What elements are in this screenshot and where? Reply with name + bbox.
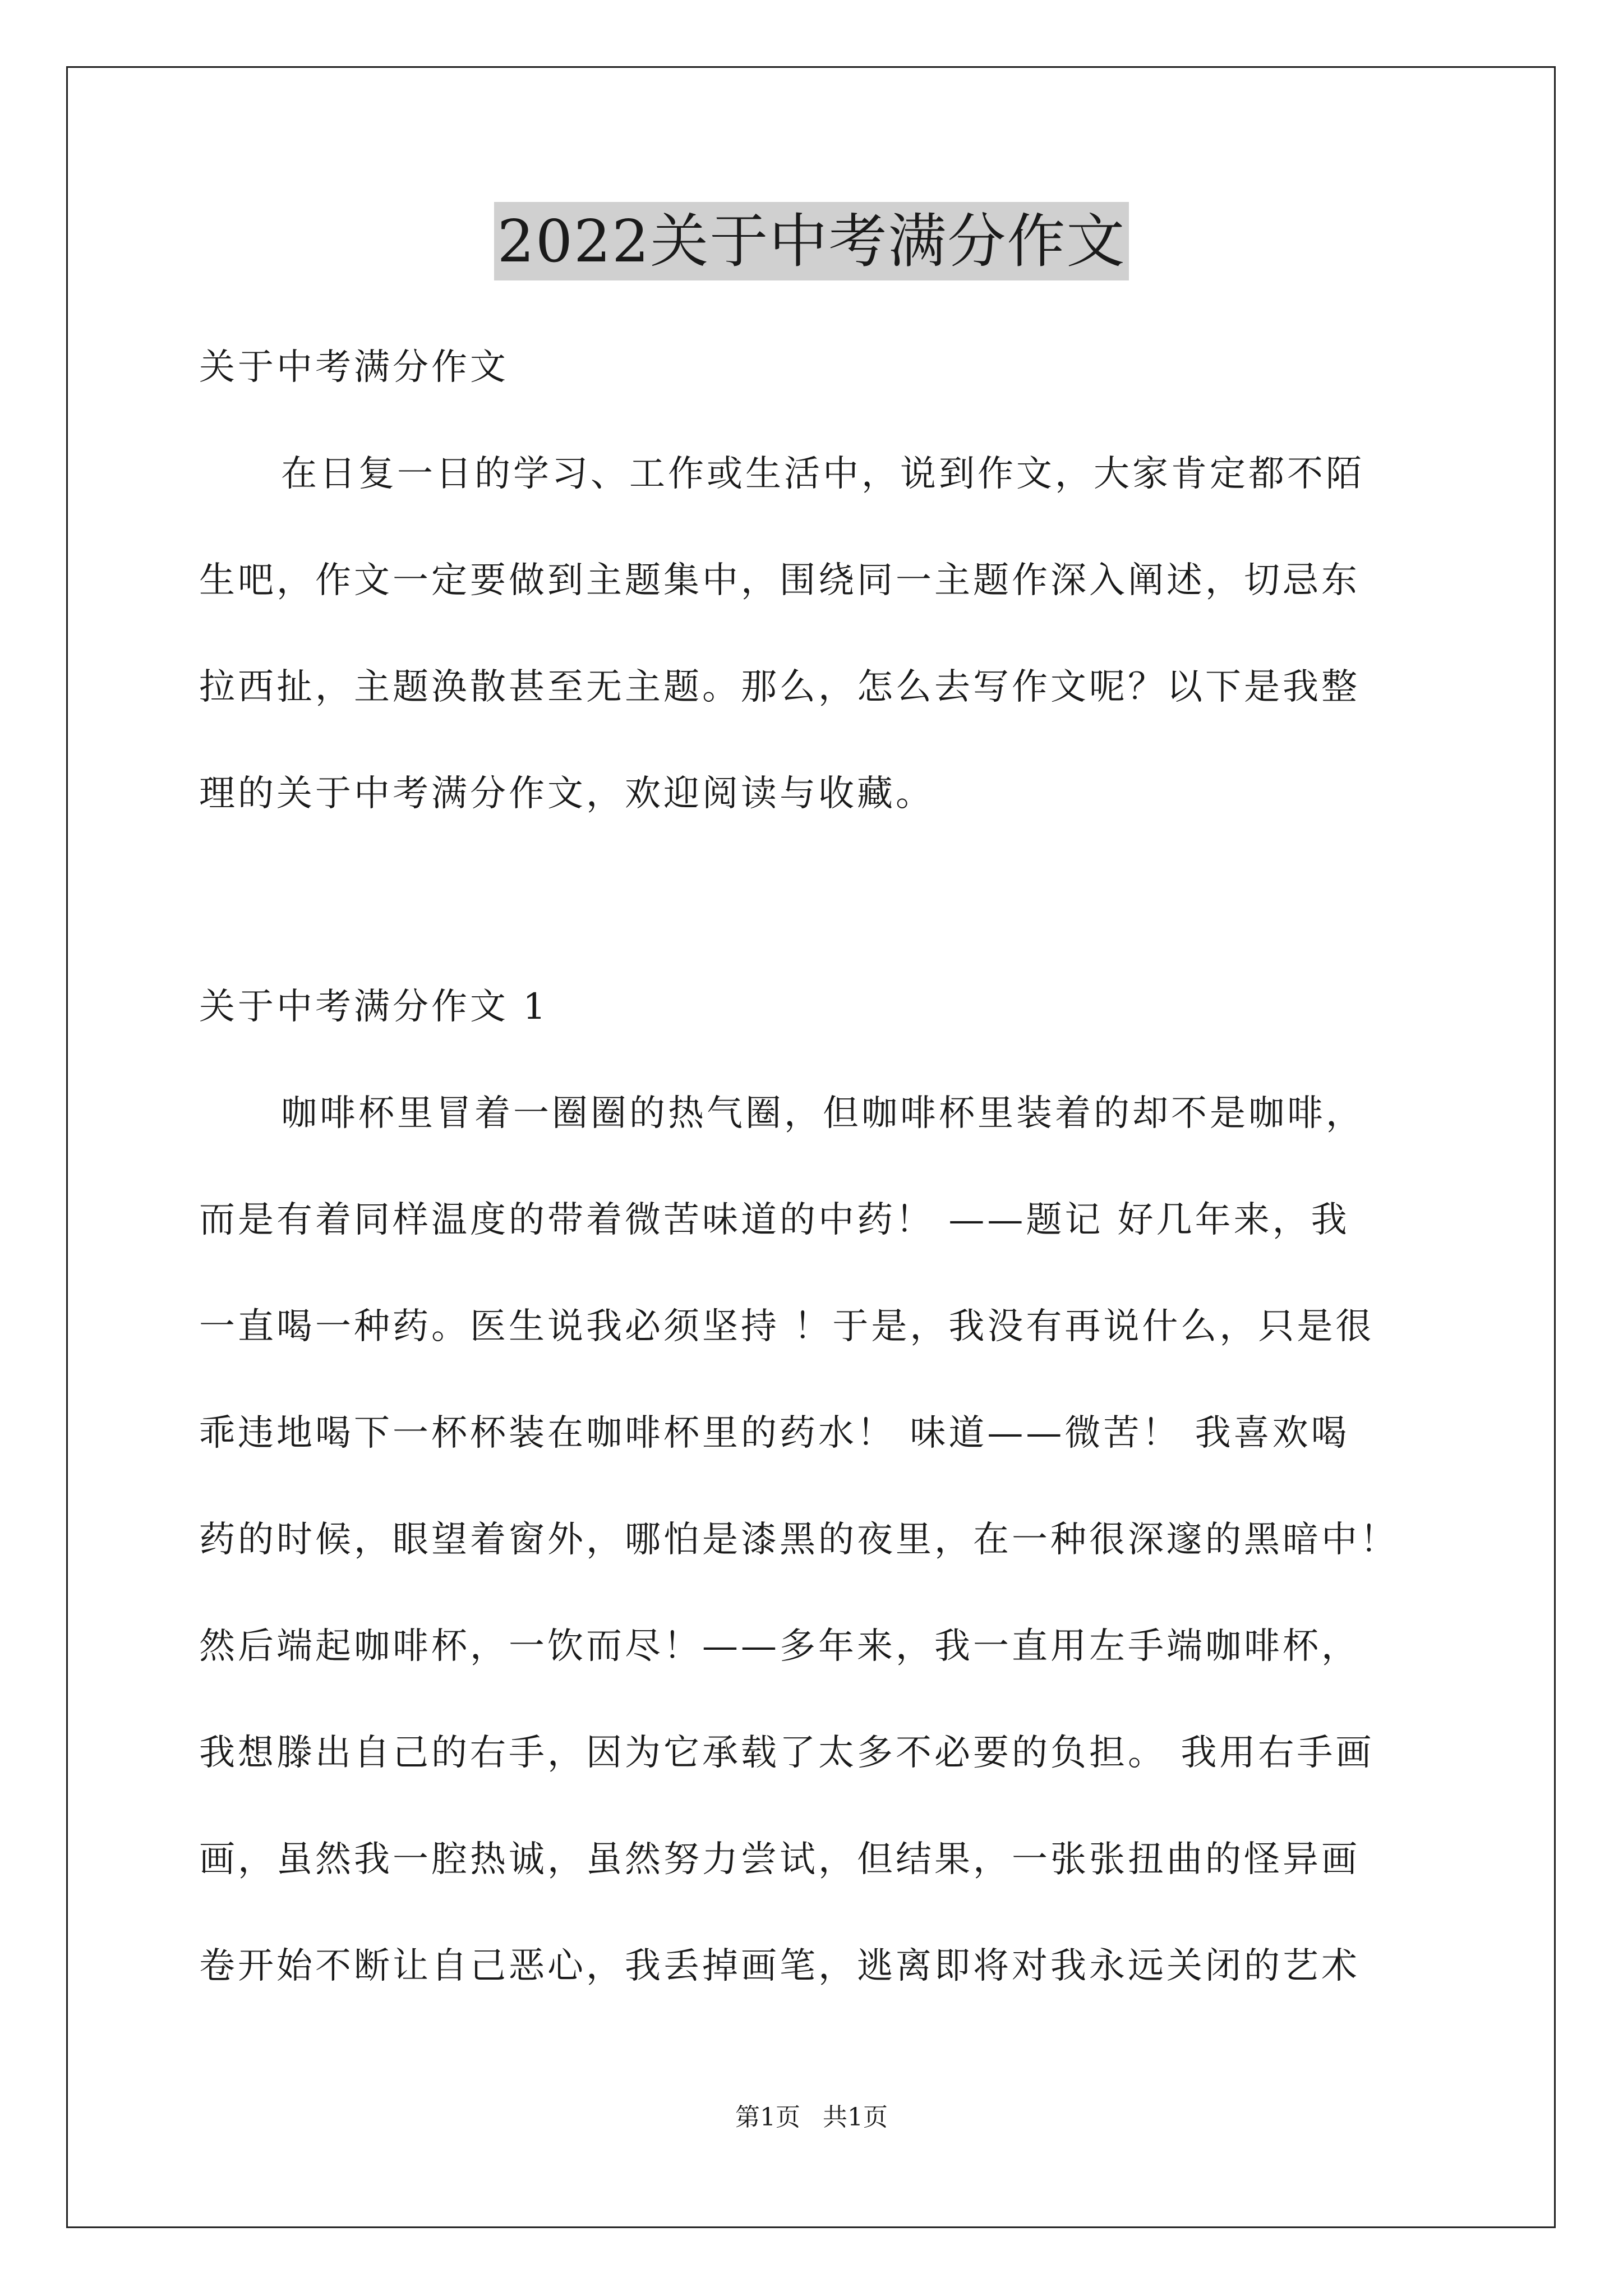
body-line: 然后端起咖啡杯，一饮而尽！——多年来，我一直用左手端咖啡杯， — [199, 1626, 1360, 1667]
body-line: 一直喝一种药。医生说我必须坚持 ！于是，我没有再说什么，只是很 — [199, 1306, 1375, 1347]
page-footer — [0, 2101, 1623, 2134]
body-line: 而是有着同样温度的带着微苦味道的中药！ ——题记 好几年来，我 — [199, 1199, 1350, 1241]
intro-line: 拉西扯，主题涣散甚至无主题。那么，怎么去写作文呢？以下是我整 — [199, 666, 1360, 708]
intro-line: 生吧，作文一定要做到主题集中，围绕同一主题作深入阐述，切忌东 — [199, 560, 1360, 601]
title-container — [0, 202, 1623, 280]
body-line: 我想滕出自己的右手，因为它承载了太多不必要的负担。 我用右手画 — [199, 1732, 1375, 1774]
intro-line: 理的关于中考满分作文，欢迎阅读与收藏。 — [199, 773, 934, 815]
intro-line: 在日复一日的学习、工作或生活中，说到作文，大家肯定都不陌 — [281, 453, 1364, 495]
body-line: 药的时候，眼望着窗外，哪怕是漆黑的夜里，在一种很深邃的黑暗中！ — [199, 1519, 1399, 1561]
body-line: 卷开始不断让自己恶心，我丢掉画笔，逃离即将对我永远关闭的艺术 — [199, 1945, 1360, 1987]
paragraph-gap — [199, 847, 1438, 954]
body-line: 画，虽然我一腔热诚，虽然努力尝试，但结果，一张张扭曲的怪异画 — [199, 1839, 1360, 1880]
page-number: 第1页 — [735, 2103, 800, 2132]
page-total: 共1页 — [823, 2103, 888, 2132]
subtitle: 关于中考满分作文 — [199, 347, 509, 388]
section-heading: 关于中考满分作文 1 — [199, 986, 549, 1028]
body-line: 乖违地喝下一杯杯装在咖啡杯里的药水！ 味道——微苦！ 我喜欢喝 — [199, 1412, 1350, 1454]
body-line: 咖啡杯里冒着一圈圈的热气圈，但咖啡杯里装着的却不是咖啡， — [281, 1093, 1364, 1134]
document-title: 2022关于中考满分作文 — [494, 202, 1129, 280]
document-body — [199, 314, 1438, 2019]
